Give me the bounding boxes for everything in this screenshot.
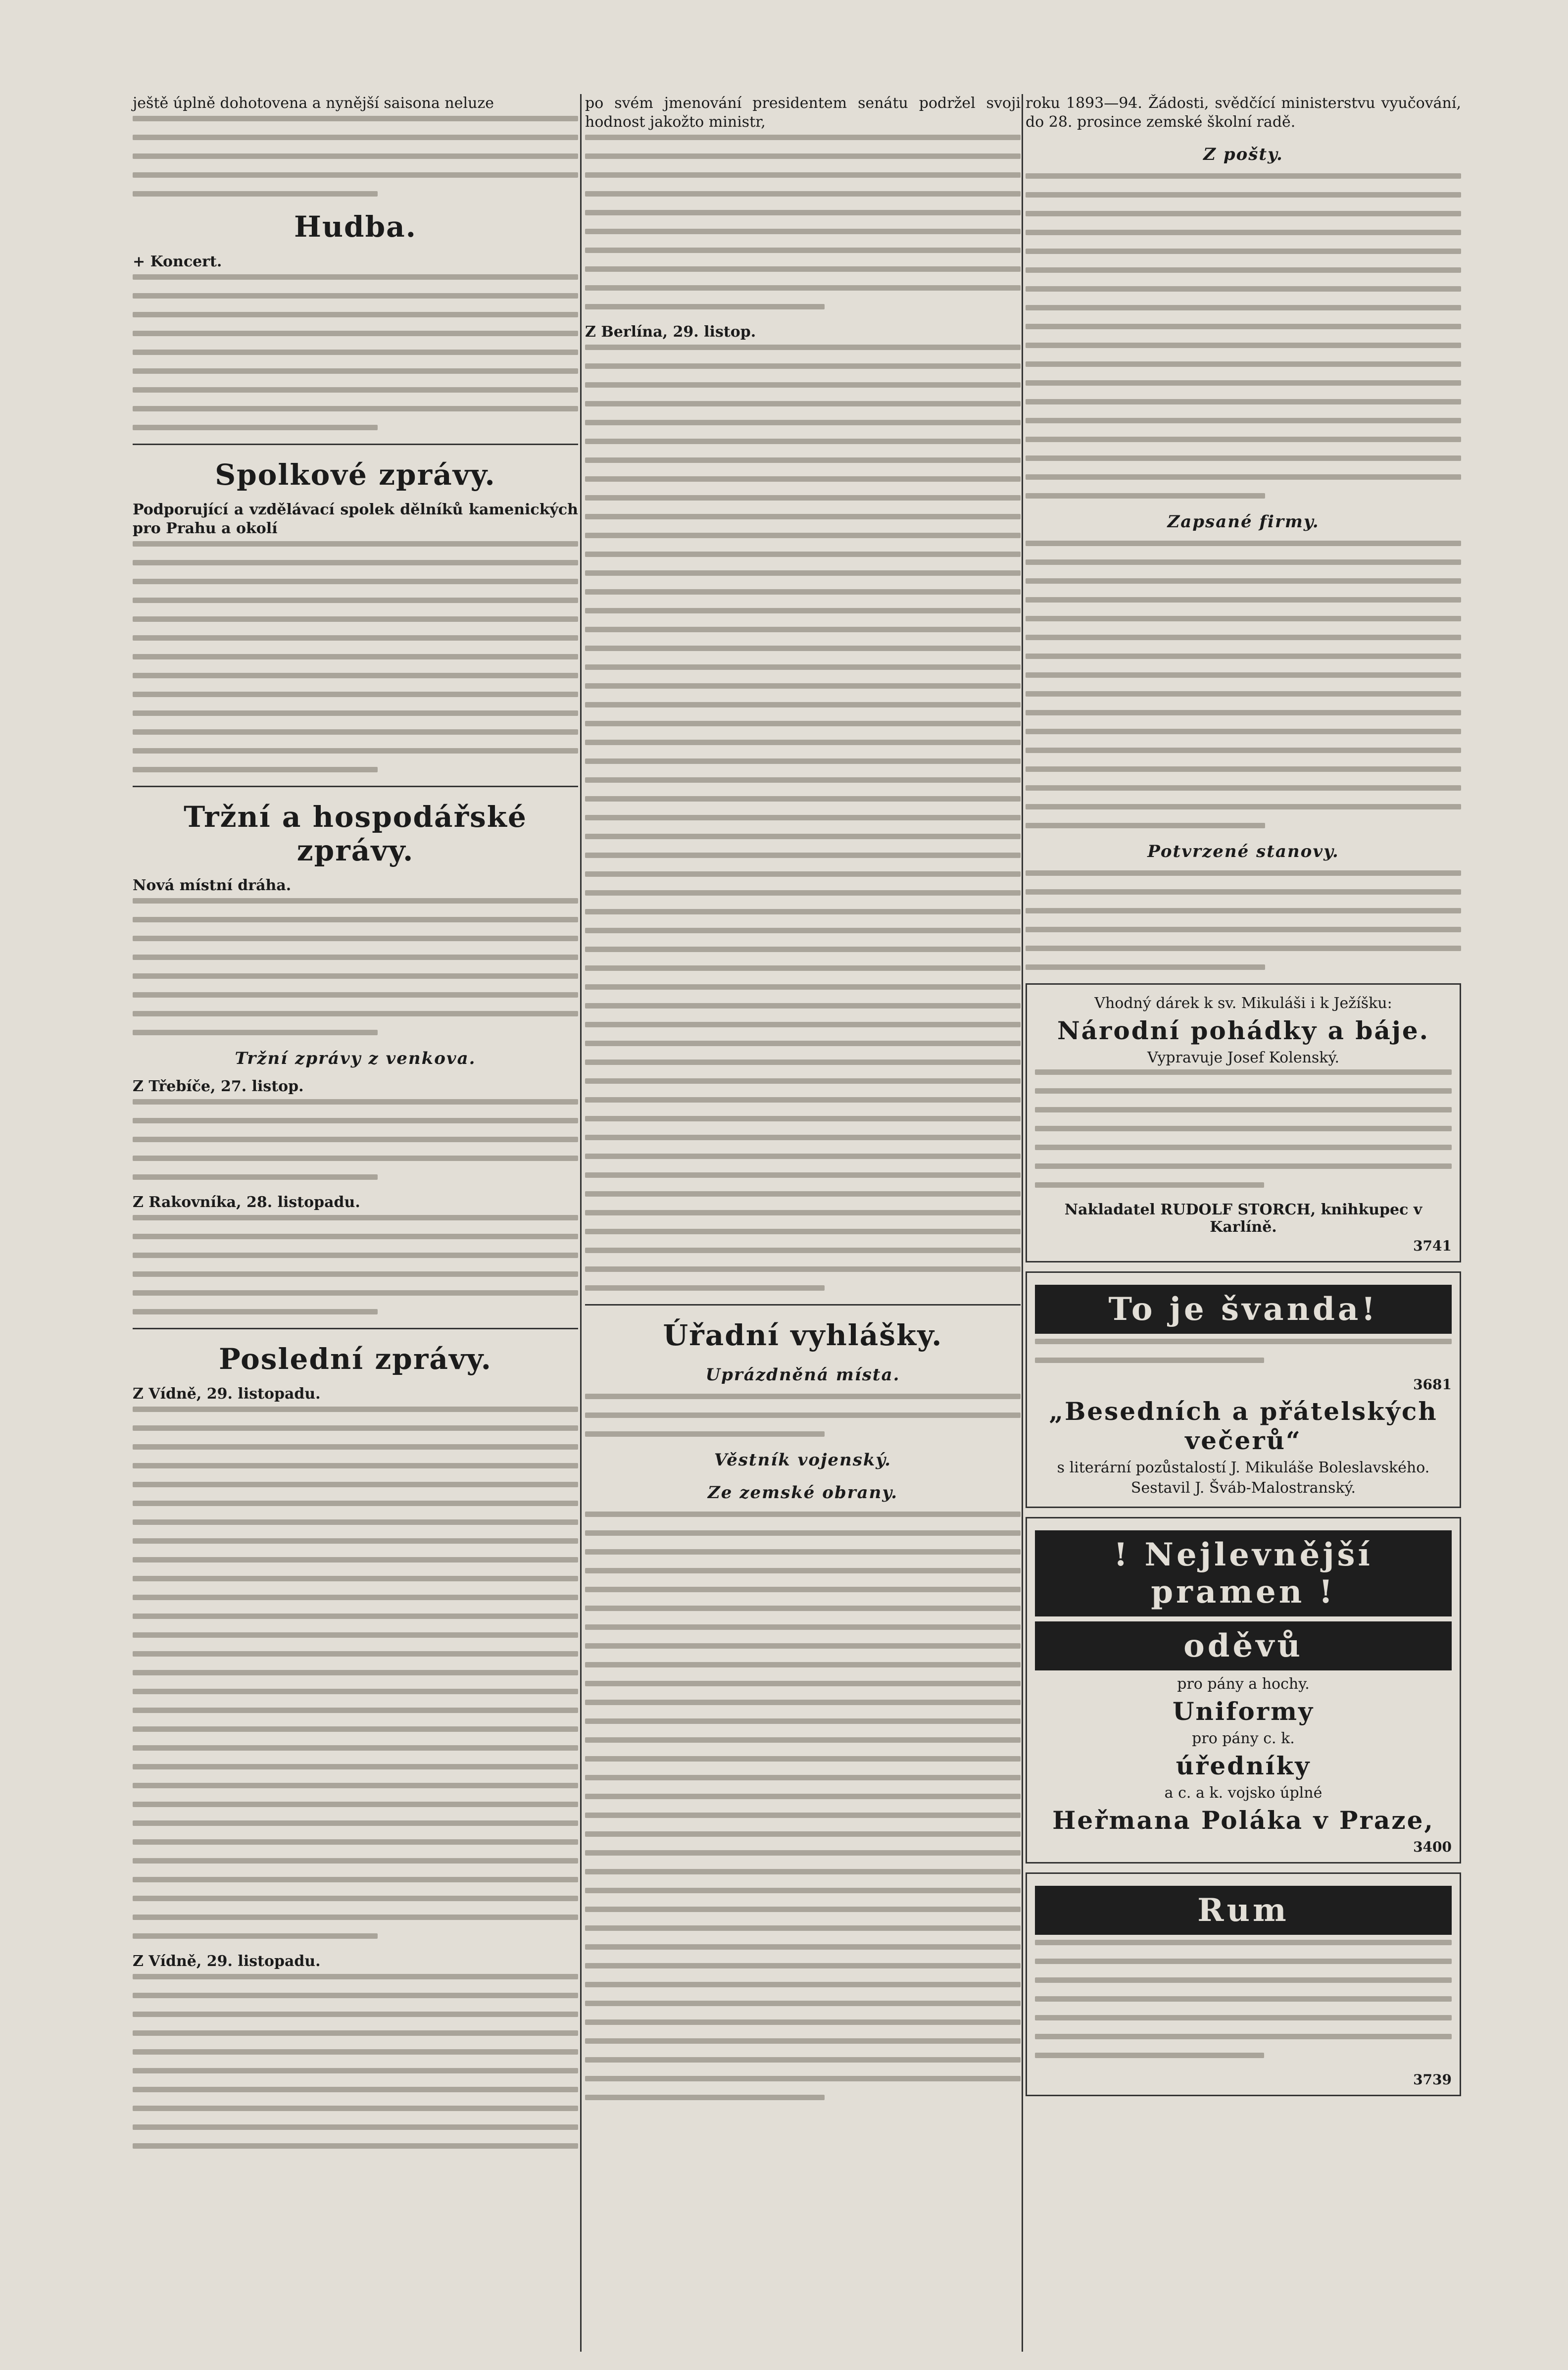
subheading: Věstník vojenský. (714, 1450, 892, 1470)
ad-title: „Besedních a přátelských večerů“ (1049, 1397, 1438, 1455)
divider (585, 1304, 1021, 1306)
illegible-text-block (133, 1407, 578, 1939)
illegible-text-block (133, 541, 578, 772)
article-lead: Z Třebíče, 27. listop. (133, 1078, 304, 1095)
ad-line: s literární pozůstalostí J. Mikuláše Boleslavského. (1057, 1459, 1430, 1476)
illegible-text-block (1026, 870, 1461, 970)
advertisement-fairy-tales (1026, 983, 1461, 1262)
illegible-text-block (133, 1215, 578, 1314)
article-lead: + Koncert. (133, 253, 222, 270)
section-heading-uradni: Úřadní vyhlášky. (663, 1318, 943, 1352)
article-lead: Z Rakovníka, 28. listopadu. (133, 1194, 360, 1211)
ad-line: pro pány c. k. (1192, 1730, 1295, 1747)
column-1 (133, 94, 578, 2162)
section-heading-hudba: Hudba. (294, 210, 417, 244)
illegible-text-block (585, 1512, 1021, 2100)
ad-title: Národní pohádky a báje. (1057, 1016, 1430, 1045)
illegible-text-block (133, 116, 578, 197)
advertisement-svanda (1026, 1271, 1461, 1508)
subheading: Tržní zprávy z venkova. (235, 1049, 476, 1068)
article-lead: Z Vídně, 29. listopadu. (133, 1385, 321, 1403)
section-heading-trzni: Tržní a hospodářské zprávy. (184, 800, 527, 867)
divider (133, 444, 578, 445)
ad-title: Uniformy (1172, 1697, 1315, 1726)
illegible-text-block (133, 1974, 578, 2149)
ad-title: ! Nejlevnější pramen ! (1035, 1530, 1452, 1616)
article-lead: Z Berlína, 29. listop. (585, 323, 756, 341)
ad-line: Sestavil J. Šváb-Malostranský. (1130, 1479, 1356, 1497)
ad-title: Rum (1035, 1886, 1452, 1935)
divider (133, 1328, 578, 1329)
advertisement-clothing (1026, 1517, 1461, 1864)
illegible-text-block (1026, 173, 1461, 499)
column-rule (1022, 94, 1023, 2352)
illegible-text-block (585, 1394, 1021, 1437)
intro-text: ještě úplně dohotovena a nynější saisona neluze (133, 95, 494, 112)
ad-line: Vypravuje Josef Kolenský. (1147, 1049, 1339, 1066)
illegible-text-block (133, 1099, 578, 1180)
illegible-text-block (133, 898, 578, 1035)
subheading: Zapsané firmy. (1167, 512, 1320, 532)
subheading: Uprázdněná místa. (705, 1365, 900, 1385)
article-lead: Z Vídně, 29. listopadu. (133, 1953, 321, 1970)
ad-number: 3739 (1413, 2071, 1452, 2088)
ad-line: pro pány a hochy. (1177, 1675, 1310, 1693)
divider (133, 786, 578, 787)
ad-title: oděvů (1035, 1621, 1452, 1670)
illegible-text-block (585, 135, 1021, 309)
intro-text: roku 1893—94. Žádosti, svědčící ministerstvu vyučování, do 28. prosince zemské školní radě. (1026, 95, 1461, 131)
ad-shop-name: Heřmana Poláka v Praze, (1052, 1806, 1434, 1835)
section-heading-spolkove: Spolkové zprávy. (215, 458, 496, 492)
column-rule (580, 94, 582, 2352)
illegible-text-block (1035, 1339, 1452, 1363)
illegible-text-block (1026, 541, 1461, 828)
illegible-text-block (1035, 1940, 1452, 2058)
ad-number: 3741 (1413, 1238, 1452, 1254)
ad-title: To je švanda! (1035, 1285, 1452, 1334)
ad-publisher: Nakladatel RUDOLF STORCH, knihkupec v Karlíně. (1064, 1201, 1422, 1236)
subheading: Z pošty. (1203, 145, 1283, 164)
subheading: Ze zemské obrany. (707, 1483, 898, 1503)
ad-number: 3681 (1413, 1376, 1452, 1393)
illegible-text-block (1035, 1069, 1452, 1188)
subheading: Potvrzené stanovy. (1147, 842, 1339, 861)
advertisement-rum (1026, 1872, 1461, 2096)
ad-line: a c. a k. vojsko úplné (1164, 1784, 1323, 1802)
illegible-text-block (585, 345, 1021, 1291)
intro-text: po svém jmenování presidentem senátu podržel svoji hodnost jakožto ministr, (585, 95, 1021, 131)
section-heading-posledni: Poslední zprávy. (219, 1342, 492, 1376)
ad-line: Vhodný dárek k sv. Mikuláši i k Ježíšku: (1094, 995, 1392, 1012)
illegible-text-block (133, 274, 578, 430)
column-3 (1026, 94, 1461, 2105)
article-lead: Podporující a vzdělávací spolek dělníků kamenických pro Prahu a okolí (133, 501, 578, 537)
column-2 (585, 94, 1021, 2114)
ad-title: úředníky (1176, 1751, 1311, 1780)
ad-number: 3400 (1413, 1839, 1452, 1855)
article-lead: Nová místní dráha. (133, 877, 292, 894)
